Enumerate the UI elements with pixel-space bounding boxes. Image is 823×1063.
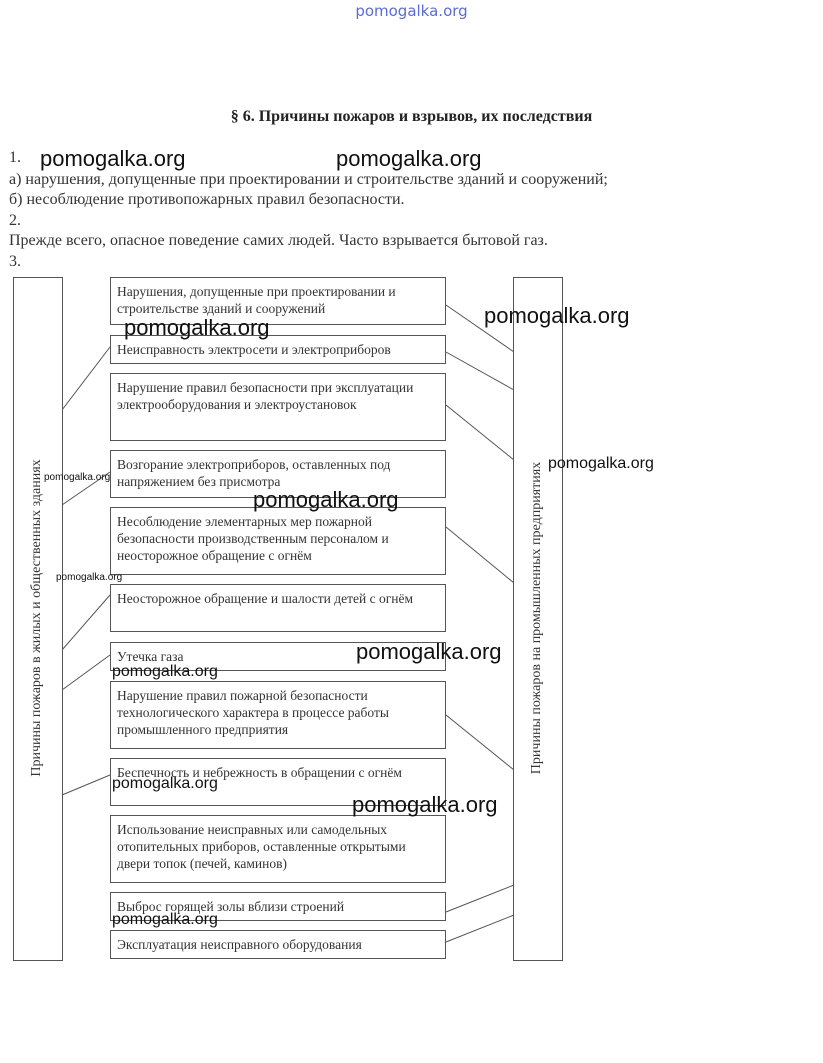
cause-box-faulty-wiring: Неисправность электросети и электроприборов: [110, 335, 446, 364]
cause-box-technological-violations: Нарушение правил пожарной безопасности технологического характера в процессе работы промышленного предприятия: [110, 681, 446, 749]
site-header-link[interactable]: pomogalka.org: [355, 2, 468, 20]
cause-box-faulty-heaters: Использование неисправных или самодельных отопительных приборов, оставленные открытыми двери топок (печей, каминов): [110, 815, 446, 883]
watermark: pomogalka.org: [40, 146, 186, 171]
watermark: pomogalka.org: [56, 572, 123, 583]
cause-box-hot-ash: Выброс горящей золы вблизи строений: [110, 892, 446, 921]
cause-box-staff-negligence: Несоблюдение элементарных мер пожарной безопасности производственным персоналом и неосторожное обращение с огнём: [110, 507, 446, 575]
cause-box-design-violations: Нарушения, допущенные при проектировании и строительстве зданий и сооружений: [110, 277, 446, 325]
cause-box-unattended-appliances: Возгорание электроприборов, оставленных под напряжением без присмотра: [110, 450, 446, 498]
watermark: pomogalka.org: [112, 911, 218, 928]
watermark: pomogalka.org: [352, 792, 498, 817]
cause-box-faulty-equipment: Эксплуатация неисправного оборудования: [110, 930, 446, 959]
left-category-label: Причины пожаров в жилых и общественных зданиях: [29, 459, 44, 777]
answer-number-3: 3.: [9, 253, 21, 270]
watermark: pomogalka.org: [112, 775, 218, 792]
answer-number-2: 2.: [9, 212, 21, 229]
answer-1b: б) несоблюдение противопожарных правил безопасности.: [9, 191, 405, 208]
right-category-label: Причины пожаров на промышленных предприятиях: [529, 461, 544, 775]
watermark: pomogalka.org: [124, 315, 270, 340]
cause-box-electrical-safety: Нарушение правил безопасности при эксплуатации электрооборудования и электроустановок: [110, 373, 446, 441]
answer-2-text: Прежде всего, опасное поведение самих людей. Часто взрывается бытовой газ.: [9, 232, 548, 249]
watermark: pomogalka.org: [253, 487, 399, 512]
answer-1a: а) нарушения, допущенные при проектировании и строительстве зданий и сооружений;: [9, 171, 608, 188]
watermark: pomogalka.org: [336, 146, 482, 171]
watermark: pomogalka.org: [112, 663, 218, 680]
cause-box-children-fire: Неосторожное обращение и шалости детей с огнём: [110, 584, 446, 632]
answer-number-1: 1.: [9, 149, 21, 166]
section-heading: § 6. Причины пожаров и взрывов, их последствия: [230, 108, 593, 125]
cause-box-carelessness: Беспечность и небрежность в обращении с огнём: [110, 758, 446, 806]
watermark: pomogalka.org: [548, 455, 654, 472]
watermark: pomogalka.org: [484, 303, 630, 328]
watermark: pomogalka.org: [44, 472, 111, 483]
watermark: pomogalka.org: [356, 639, 502, 664]
cause-box-gas-leak: Утечка газа: [110, 642, 446, 671]
